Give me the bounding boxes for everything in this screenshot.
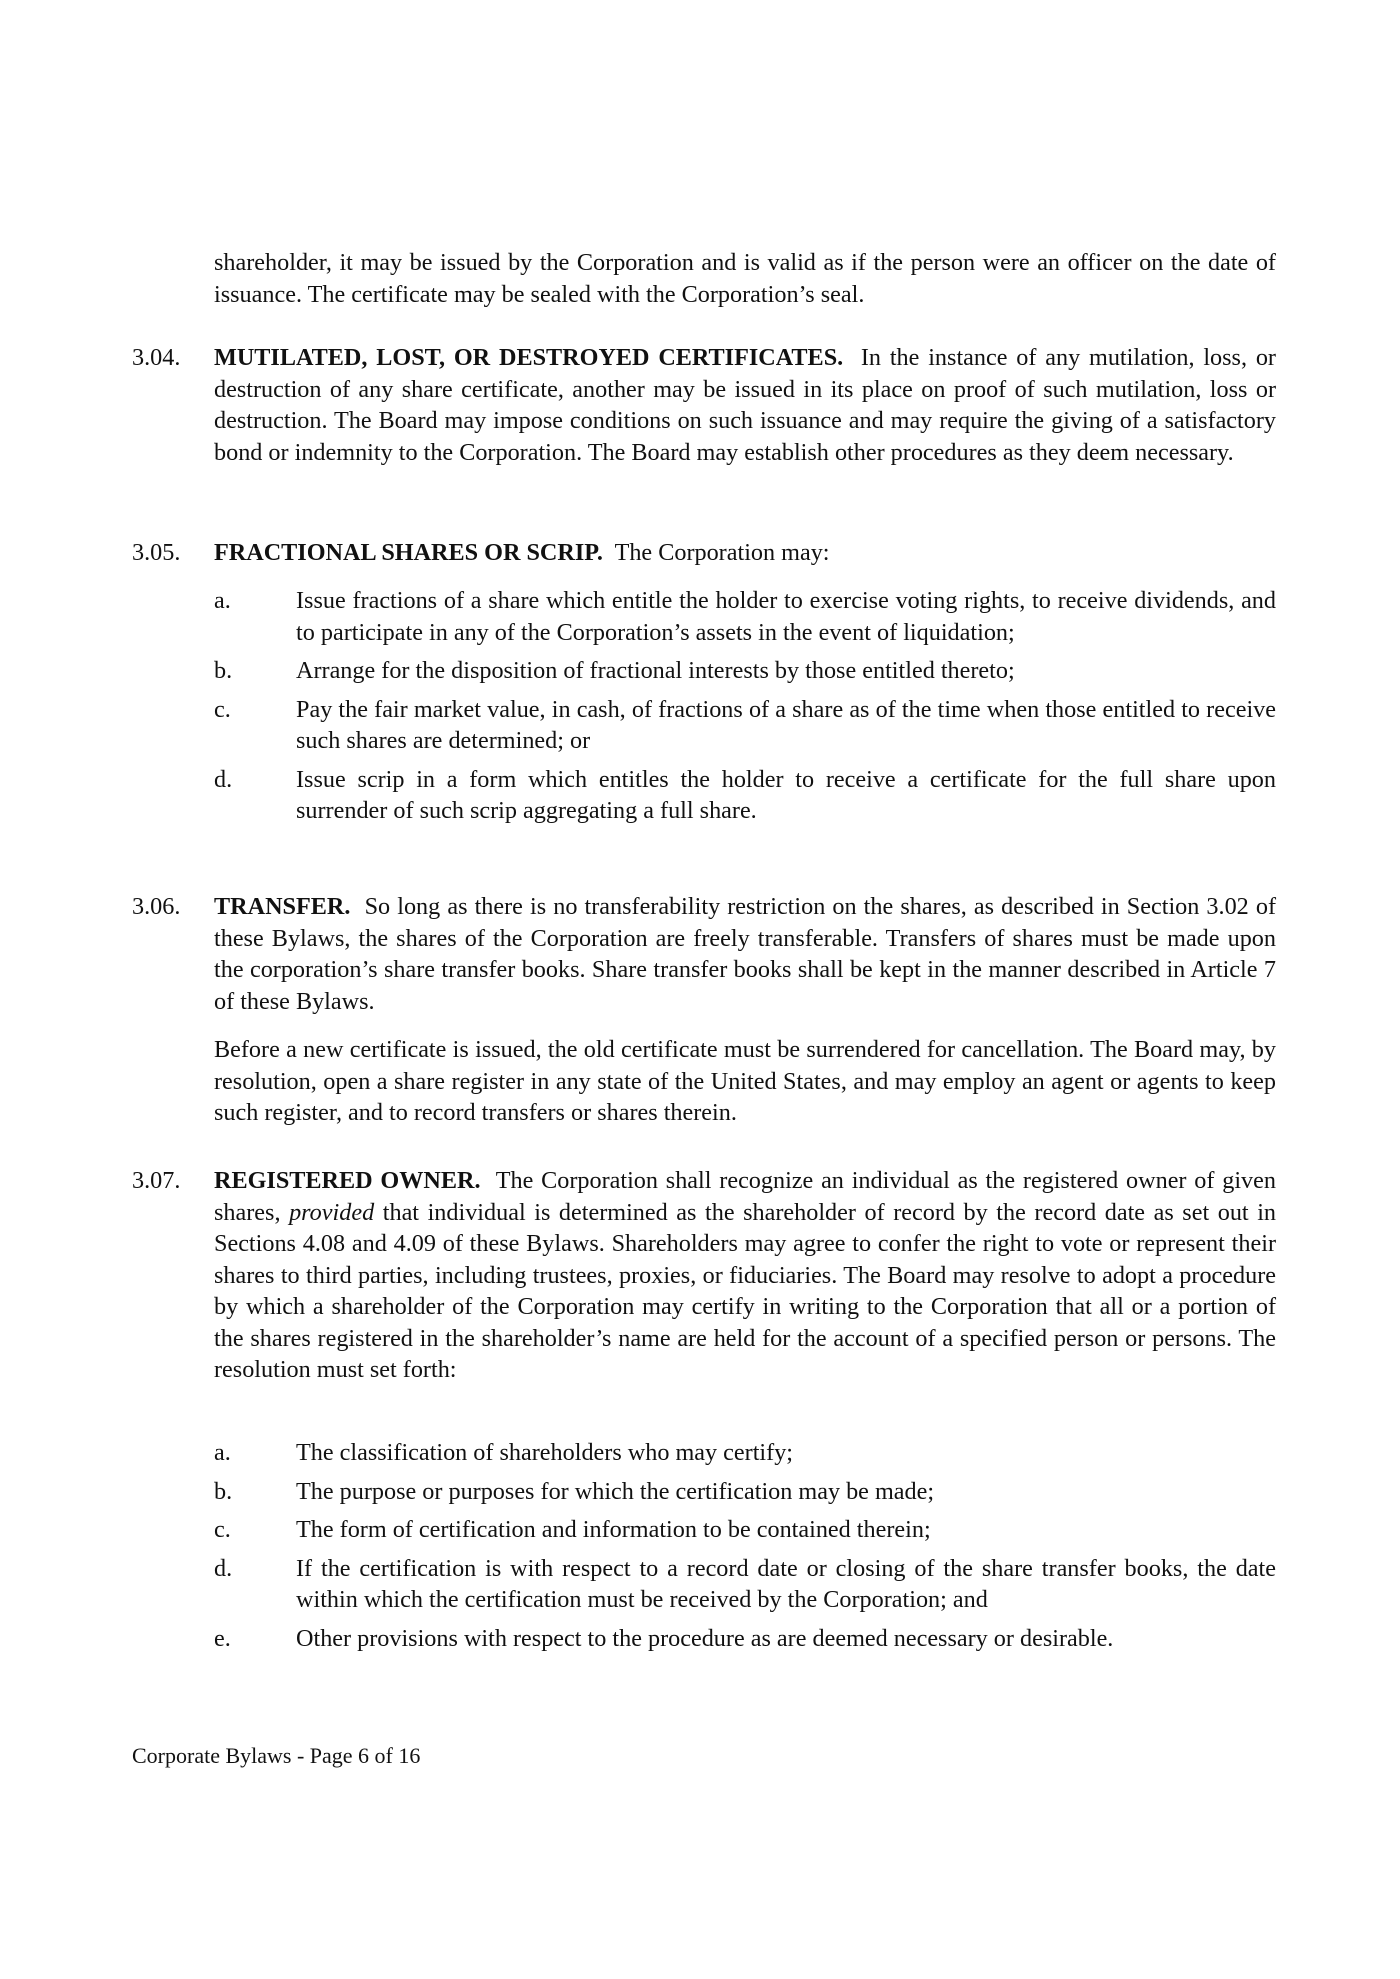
- list-3-07: [214, 1437, 1276, 1661]
- section-3-06: [132, 891, 1276, 1017]
- list-item: [214, 1476, 1276, 1508]
- list-text: Arrange for the disposition of fractional interests by those entitled thereto;: [296, 657, 1015, 684]
- section-heading: FRACTIONAL SHARES OR SCRIP.: [214, 539, 603, 566]
- section-heading: TRANSFER.: [214, 893, 351, 920]
- section-3-07: [132, 1165, 1276, 1386]
- section-heading: REGISTERED OWNER.: [214, 1167, 481, 1194]
- section-text: The Corporation may:: [614, 539, 830, 566]
- list-letter: c.: [214, 695, 231, 723]
- section-heading: MUTILATED, LOST, OR DESTROYED CERTIFICATES.: [214, 344, 844, 371]
- section-number: 3.07.: [132, 1167, 181, 1194]
- list-letter: b.: [214, 1477, 233, 1505]
- list-item: [214, 764, 1276, 827]
- list-item: [214, 1514, 1276, 1546]
- list-item: [214, 1553, 1276, 1616]
- list-letter: e.: [214, 1624, 231, 1652]
- page-footer: Corporate Bylaws - Page 6 of 16: [132, 1743, 421, 1768]
- section-3-05: [132, 537, 1276, 569]
- emphasis-text: provided: [289, 1198, 375, 1226]
- section-text: So long as there is no transferability restriction on the shares, as described in Section 3.02 of these Bylaws, the shares of the Corporation are freely transferable. Transfers of shares must be made upon the corporation’s share transfer books. Share transfer books shall be kept in the manner described in Article 7 of these Bylaws.: [214, 893, 1277, 1015]
- section-body: [214, 1165, 1276, 1386]
- section-body: [214, 537, 1276, 569]
- list-text: Issue scrip in a form which entitles the holder to receive a certificate for the full share upon surrender of such scrip aggregating a full share.: [296, 765, 1276, 824]
- section-body: [214, 891, 1276, 1017]
- list-3-05: [214, 585, 1276, 834]
- list-letter: b.: [214, 657, 233, 684]
- continuation-paragraph: shareholder, it may be issued by the Corporation and is valid as if the person were an officer on the date of issuance. The certificate may be sealed with the Corporation’s seal.: [214, 249, 1276, 308]
- list-item: [214, 655, 1276, 687]
- section-text: In the instance of any mutilation, loss, or destruction of any share certificate, another may be issued in its place on proof of such mutilation, loss or destruction. The Board may impose conditions on such issuance and may require the giving of a satisfactory bond or indemnity to the Corporation. The Board may establish other procedures as they deem necessary.: [214, 344, 1276, 466]
- list-text: If the certification is with respect to a record date or closing of the share transfer books, the date within which the certification must be received by the Corporation; and: [296, 1554, 1276, 1613]
- list-item: [214, 585, 1276, 648]
- list-text: Pay the fair market value, in cash, of fractions of a share as of the time when those entitled to receive such shares are determined; or: [296, 695, 1276, 754]
- section-3-06-paragraph-2: Before a new certificate is issued, the old certificate must be surrendered for cancellation. The Board may, by resolution, open a share register in any state of the United States, and may employ an agent or agents to keep such register, and to record transfers or shares therein.: [214, 1036, 1276, 1126]
- list-letter: d.: [214, 1554, 233, 1582]
- list-text: The purpose or purposes for which the certification may be made;: [296, 1477, 935, 1505]
- section-number: 3.06.: [132, 893, 181, 920]
- section-body: [214, 342, 1276, 468]
- section-text: The Corporation shall recognize an individual as the registered owner of given shares,: [214, 1167, 1276, 1226]
- list-text: The form of certification and information to be contained therein;: [296, 1516, 931, 1543]
- list-text: Other provisions with respect to the procedure as are deemed necessary or desirable.: [296, 1624, 1114, 1652]
- section-number: 3.05.: [132, 539, 181, 566]
- list-letter: a.: [214, 1439, 231, 1466]
- list-item: [214, 694, 1276, 757]
- list-letter: a.: [214, 587, 231, 614]
- section-text-continued: that individual is determined as the shareholder of record by the record date as set out in Sections 4.08 and 4.09 of these Bylaws. Shareholders may agree to confer the right to vote or represent their shares to third parties, including trustees, proxies, or fiduciaries. The Board may resolve to adopt a procedure by which a shareholder of the Corporation may certify in writing to the Corporation that all or a portion of the shares registered in the shareholder’s name are held for the account of a specified person or persons. The resolution must set forth:: [214, 1198, 1277, 1383]
- list-letter: c.: [214, 1516, 231, 1543]
- list-item: [214, 1437, 1276, 1469]
- section-3-04: [132, 342, 1276, 468]
- list-text: The classification of shareholders who may certify;: [296, 1439, 794, 1466]
- list-letter: d.: [214, 765, 233, 793]
- list-item: [214, 1623, 1276, 1655]
- section-number: 3.04.: [132, 344, 181, 371]
- list-text: Issue fractions of a share which entitle the holder to exercise voting rights, to receive dividends, and to participate in any of the Corporation’s assets in the event of liquidation;: [296, 587, 1276, 646]
